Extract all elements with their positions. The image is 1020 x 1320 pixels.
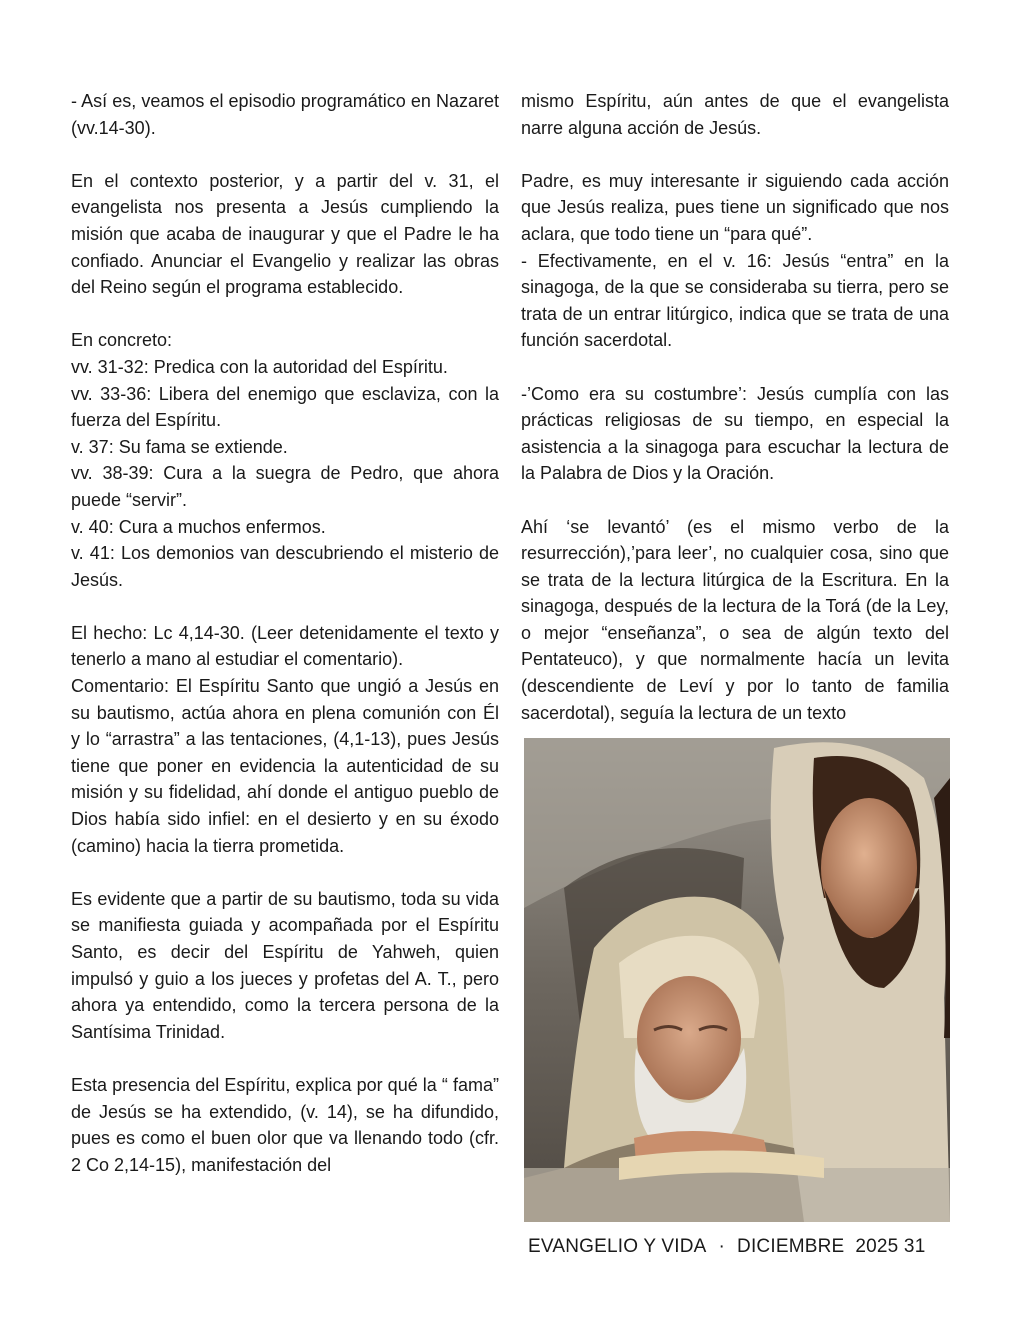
illustration-drawing [524, 738, 950, 1222]
left-column [71, 88, 499, 1178]
right-column [521, 88, 949, 726]
paragraph: Padre, es muy interesante ir siguiendo cada acción que Jesús realiza, pues tiene un significado que nos aclara, que todo tiene un “para qué”. [521, 170, 949, 244]
issue-date: DICIEMBRE 2025 [737, 1236, 899, 1257]
paragraph: -’Como era su costumbre’: Jesús cumplía con las prácticas religiosas de su tiempo, en especial la asistencia a la sinagoga para escuchar la lectura de la Palabra de Dios y la Oración. [521, 383, 949, 484]
paragraph-gap [521, 354, 949, 381]
verse-list-item: v. 40: Cura a muchos enfermos. [71, 516, 326, 537]
verse-list-item: v. 41: Los demonios van descubriendo el misterio de Jesús. [71, 543, 499, 590]
paragraph-gap [71, 301, 499, 328]
paragraph: - Efectivamente, en el v. 16: Jesús “entra” en la sinagoga, de la que se consideraba su tierra, pero se trata de un entrar litúrgico, indica que se trata de una función sacerdotal. [521, 250, 949, 351]
verse-list-item: v. 37: Su fama se extiende. [71, 436, 288, 457]
illustration-photo [524, 738, 950, 1222]
paragraph-gap [71, 593, 499, 620]
paragraph: Es evidente que a partir de su bautismo, toda su vida se manifiesta guiada y acompañada por el Espíritu Santo, es decir del Espíritu de Yahweh, quien impulsó y guio a los jueces y profetas del A. T., pero ahora ya entendido, como la tercera persona de la Santísima Trinidad. [71, 888, 499, 1042]
paragraph: El hecho: Lc 4,14-30. (Leer detenidamente el texto y tenerlo a mano al estudiar el comentario). [71, 622, 499, 670]
paragraph: Ahí ‘se levantó’ (es el mismo verbo de la resurrección),’para leer’, no cualquier cosa, sino que se trata de la lectura litúrgica de la Escritura. En la sinagoga, después de la lectura de la Torá (de la Ley, o mejor “enseñanza”, o sea de algún texto del Pentateuco), y que normalmente hacía un levita (descendiente de Leví y por lo tanto de familia sacerdotal), seguía la lectura de un texto [521, 516, 949, 723]
publication-name: EVANGELIO Y VIDA [528, 1236, 707, 1257]
footer-separator: · [718, 1236, 726, 1257]
paragraph-gap [521, 487, 949, 514]
paragraph: En concreto: [71, 330, 173, 351]
paragraph: mismo Espíritu, aún antes de que el evangelista narre alguna acción de Jesús. [521, 91, 949, 138]
paragraph: - Así es, veamos el episodio programático en Nazaret (vv.14-30). [71, 91, 499, 138]
paragraph-gap [71, 141, 499, 168]
page-footer [528, 1236, 950, 1258]
verse-list-item: vv. 31-32: Predica con la autoridad del Espíritu. [71, 356, 448, 377]
paragraph: En el contexto posterior, y a partir del v. 31, el evangelista nos presenta a Jesús cumpliendo la misión que acaba de inaugurar y que el Padre le ha confiado. Anunciar el Evangelio y realizar las obras del Reino según el programa establecido. [71, 170, 499, 298]
page-number: 31 [903, 1236, 926, 1257]
paragraph-gap [71, 859, 499, 886]
paragraph: Esta presencia del Espíritu, explica por qué la “ fama” de Jesús se ha extendido, (v. 14), se ha difundido, pues es como el buen olor que va llenando todo (cfr. 2 Co 2,14-15), manifestación del [71, 1074, 499, 1175]
verse-list-item: vv. 33-36: Libera del enemigo que esclaviza, con la fuerza del Espíritu. [71, 383, 499, 431]
paragraph-gap [71, 1045, 499, 1072]
paragraph: Comentario: El Espíritu Santo que ungió a Jesús en su bautismo, actúa ahora en plena comunión con Él y lo “arrastra” a las tentaciones, (4,1-13), pues Jesús tiene que poner en evidencia la autenticidad de su misión y su fidelidad, ahí donde el antiguo pueblo de Dios había sido infiel: en el desierto y en su éxodo (camino) hacia la tierra prometida. [71, 676, 499, 856]
paragraph-gap [521, 141, 949, 168]
verse-list-item: vv. 38-39: Cura a la suegra de Pedro, que ahora puede “servir”. [71, 463, 499, 510]
